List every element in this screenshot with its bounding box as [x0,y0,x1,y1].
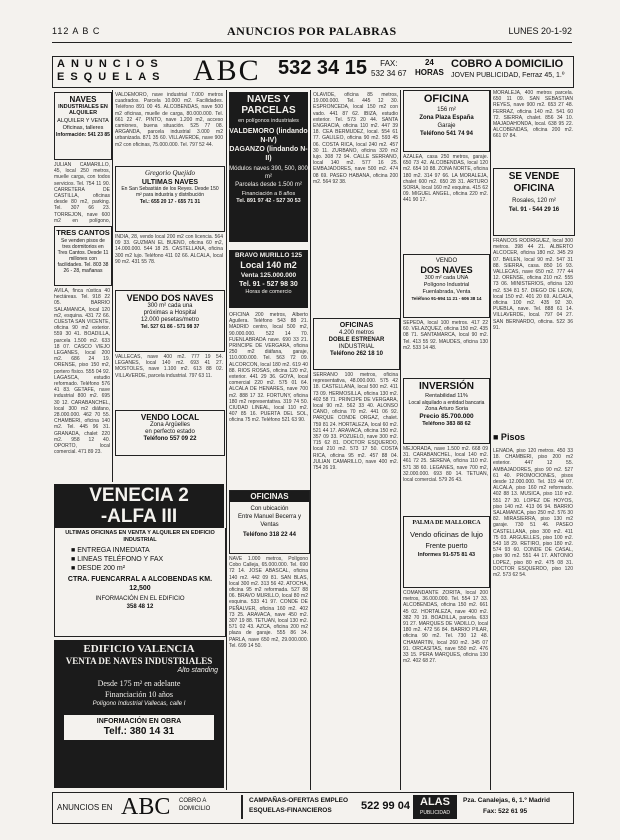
section-title: ANUNCIOS POR PALABRAS [227,24,397,38]
footer-abc-logo: ABC [121,794,171,820]
ad-phone: Teléfono 91-694 11 21 - 606 38 14 [411,296,482,301]
column-divider [400,90,401,790]
banner-phone: 532 34 15 [278,57,367,79]
ad-line: Local alquilado a entidad bancaria [408,400,485,406]
classified-column: JULIAN CAMARILLO, 45, local 250 metros, muelle carga, con todos servicios. Tel. 754 11 90. CARRETERA DE CASTILLA, oficinas desde 80 m2, parking. Tel. 307 66 23. TORREJON, nave 600 m2 en polígono, [54,162,110,224]
classified-column: MORALEJA, 400 metros parcela. 650 11 09. SAN SEBASTIAN REYES, nave 900 m2. 653 27 48. FERRAZ, oficina 140 m2. 541 60 72. SIERRA, chalet. 856 34 10. MAJADAHONDA, local. 638 95 22. ALCOBENDAS, oficina 200 m2. 661 07 84. [493,90,573,140]
ad-line: próximas a Hospital [143,310,197,316]
ad-line: en polígonos industriales [238,118,299,124]
banner-hours [415,58,444,78]
bullet-icon: ■ [71,547,78,554]
ad-phone: Teléfono 383 88 62 [422,421,471,427]
ad-venecia-title [54,484,224,528]
bullet-icon: ■ [71,565,78,572]
footer-address: Pza. Canalejas, 6, 1.º Madrid [463,797,550,804]
classified-column: AVILA, finca rústica 40 hectáreas. Tel. 918 22 05. BARRIO SALAMANCA, local 120 m2, esquina. 431 72 66. CUESTA SAN VICENTE, oficina 90 m2 exterior. 559 30 41. BOADILLA, parcela 1.500 m2. 633 18 07. CASCO VIEJO LEGANES, local 200 m2. 686 24 19. ORENSE, piso 150 m2, portero físico. 555 04 92. LAGASCA, estudio reformado. Teléfono 576 41 83. GETAFE, nave industrial 800 m2. 695 30 12. CARABANCHEL, local 300 m2 diáfano, 28.000.000. 462 70 55. CHAMBERI, oficina 140 m2. Tel. 445 96 31. GRANADA, chalet 220 m2. 958 12 40. OPORTO, local comercial. 471 89 23. [54,288,110,456]
ad-info: INFORMACIÓN EN EL EDIFICIO [95,596,185,602]
ad-line: Parcelas desde 1.500 m² [235,182,302,188]
footer-fax: Fax: 522 61 95 [483,808,528,815]
ad-title: OFICINA [513,183,555,194]
ad-phone: Tel. 891 97 42 - 527 30 53 [236,198,301,204]
fax-label: FAX: [380,59,398,68]
ad-venecia-body [54,528,226,637]
bullet-text: DESDE 200 m² [77,565,126,572]
ad-title: OFICINAS [339,322,374,329]
ad-title: EDIFICIO VALENCIA [83,643,195,655]
footer-divider [241,795,243,819]
footer-campanas: CAMPAÑAS-OFERTAS EMPLEO [249,797,349,804]
ad-gregorio-quejido [115,166,225,232]
ad-line: en perfecto estado [145,429,195,435]
ad-bullet [55,555,225,564]
ad-line: DOBLE ESTRENAR [328,337,385,343]
bullet-text: ENTREGA INMEDIATA [77,547,150,554]
ad-text: Se venden pisos de tres dormitorios en Tres Cantos. Desde 11 millones con facilidades. Tel. 803 38 26 - 28, mañanas [57,238,109,274]
ad-line: Oficinas, talleres [62,125,104,131]
footer-banner [52,792,574,824]
classified-column: VALDEMORO, nave industrial 7.000 metros cuadrados. Parcela 10.000 m2. Facilidades. Teléfono 891 00 45. ALCOBENDAS, nave 500 m2 oficinas, muelle de carga, 80.000.000. Tel. 661 22 47. PINTO, nave 1.200 m2, acceso camiones, buena situación. 525 77 08. ARGANDA, parcela industrial 3.000 m2 urbanizada. 871 35 60. VILLAVERDE, nave 900 m2 con oficinas, 75.000.000. Tel. 797 52 44. [115,92,223,148]
ad-se-vende-oficina [493,168,575,236]
column-divider [490,90,491,790]
ad-line: Local 140 m2 [240,260,297,270]
bullet-icon: ■ [71,556,78,563]
top-banner [52,56,574,88]
ad-line: 300 m² cada UNA [424,275,469,281]
footer-phone: 522 99 04 [361,800,410,812]
ad-subtitle: ULTIMAS OFICINAS EN VENTA Y ALQUILER EN EDIFICIO INDUSTRIAL [65,530,215,543]
ad-info: INFORMACIÓN EN OBRA [96,718,182,725]
ad-phone: Tel. 91 - 544 29 16 [508,207,560,213]
ad-tag: Alto standing [177,667,218,674]
ad-phone: Teléfono 262 18 10 [330,351,383,357]
ad-title: -ALFA III [100,506,178,527]
ad-line: 4.200 metros [338,330,375,336]
banner-fax [371,59,407,79]
footer-esquelas: ESQUELAS-FINANCIEROS [249,807,332,814]
ad-title: VENDO DOS NAVES [126,293,214,303]
ad-phone: Teléfono 557 09 22 [143,436,197,442]
footer-anuncios: ANUNCIOS EN [57,803,113,812]
ad-line: VALDEMORO (lindando N-IV) [229,128,308,144]
classified-column: FRANCOS RODRIGUEZ, local 300 metros. 398 44 21. ALBERTO ALCOCER, oficina 180 m2. 345 29 07. BAILEN, local 90 m2. 547 31 88. SIERRA, casa. 850 16 93. VALLECAS, nave 650 m2. 777 44 12. ORENSE, oficina 210 m2. 555 73 06. MINISTERIOS, oficina 120 m2. 534 81 57. DIEGO DE LEON, local 150 m2. 401 20 69. ALCALA, oficina 100 m2. 435 92 30. PUEBLA, nave. Tel. 888 61 14. VILLAVERDE, local. 797 04 27. SAN BERNARDO, oficina. 522 36 91. [493,238,573,331]
ad-phone: Tel. 91 - 527 98 30 [239,281,298,288]
classified-column: OFICINA 200 metros, Alberto Aguilera. Teléfono 543 88 21. MADRID centro, local 500 m2, 90.000.000. 522 14 70. FUENLABRADA nave. 690 33 21. PRINCIPE DE VERGARA, oficina 250 m2 diáfana, garaje, 110.000.000. Tel. 563 72 09. ALCORCON, local 180 m2. 619 40 88. RIOS ROSAS, oficina 120 m2, exterior. 441 29 36. GOYA, local comercial 220 m2. 575 01 64. ALCALA DE HENARES, nave 700 m2. 888 17 32. FORTUNY, oficina 180 m2 representativa. 319 74 50. CIUDAD LINEAL, local 110 m2. 407 85 16. PUERTA DEL SOL, oficina 75 m2. Teléfono 521 63 90. [229,312,308,424]
fax-number: 532 34 67 [371,69,407,78]
alas-sub: PUBLICIDAD [419,810,450,816]
ad-info-box [64,715,214,740]
ad-oficinas-industrial [313,318,400,370]
ad-title: TRES CANTOS [56,228,110,237]
ad-line: Fuenlabrada, Venta [422,289,471,295]
ad-phone: Teléfono 318 22 44 [243,532,296,538]
ad-vendo-dos-naves [115,290,225,352]
classified-column: OLAVIDE, oficina 85 metros, 19.000.000. Tel. 445 12 30. ESPRONCEDA, local 150 m2 con vado. 441 87 62. IBIZA, estudio exterior. Tel. 573 20 44. SANTA ENGRACIA, oficina 110 m2. 447 39 18. CEA BERMUDEZ, local. 554 61 77. GALILEO, oficina 90 m2. 593 45 06. COSTA RICA, local 240 m2. 457 30 11. ZURBANO, oficina 320 m2 lujo. 308 72 94. CALLE SERRANO, local 140 m2. 577 16 25. EMBAJADORES, nave 500 m2. 474 08 69. PASEO HABANA, oficina 200 m2. 564 92 38. [313,92,398,185]
page-number: 112 A B C [52,26,101,36]
ad-line: Vendo oficinas de lujo [410,530,483,539]
ad-line: DAGANZO (lindando N-II) [229,146,308,162]
classified-column: COMANDANTE ZORITA, local 200 metros, 36.000.000. Tel. 554 17 33. ALCOBENDAS, oficina 150 m2. 661 45 02. HORTALEZA, nave 400 m2. 382 70 19. BOADILLA, parcela. 633 91 27. MARQUES DE VADILLO, local 180 m2. 472 56 84. BARRIO PILAR, oficina 90 m2. Tel. 730 12 48. CHAMARTIN, local 260 m2. 345 07 91. ORCASITAS, nave 550 m2. 476 33 15. PERA MARQUES, oficina 130 m2. 402 68 27. [403,590,488,665]
ad-line: VENDO [435,258,458,264]
ad-line: 300 m² cada una [147,303,193,309]
ad-line: Zona Arturo Soria [424,406,469,412]
ad-line: Precio 85.700.000 [419,413,474,420]
ad-title: OFICINA [423,93,470,105]
ad-line: Con ubicación [250,506,289,512]
ad-line: 156 m² [437,107,456,113]
column-divider [226,90,227,790]
abc-logo: ABC [193,54,261,87]
ad-title: NAVES [69,95,97,104]
ad-line: Desde 175 m² en adelante [97,679,181,688]
ad-palma-mallorca [403,516,490,588]
ad-naves-industriales [54,92,112,160]
ad-phone: Tel. 527 61 86 - 571 98 37 [140,324,200,330]
ad-oficinas-manuel-becerra [229,490,310,554]
ad-line: Polígono Industrial [423,282,470,288]
page-header [52,24,572,40]
ad-address: CTRA. FUENCARRAL A ALCOBENDAS KM. 12,500 [67,576,213,592]
column-divider [112,90,113,482]
ad-oficina-plaza-espana [403,90,490,152]
ad-title: NAVES Y PARCELAS [241,94,296,116]
ad-logo-text: Gregorio Quejido [144,169,196,177]
classified-column: MEJORADA, nave 1.500 m2. 668 09 31. CARABANCHEL, local 140 m2. 461 72 25. SERENA, oficina 110 m2. 571 38 60. LEGANES, nave 700 m2, 32.000.000. 693 80 14. TETUAN, local comercial. 579 26 43. [403,446,488,484]
ad-line: Polígono Industrial Vallecas, calle I [92,701,186,707]
banner-anuncios: ANUNCIOS [57,58,164,70]
ad-line: Zona Argüelles [149,422,191,428]
ad-naves-parcelas [229,92,308,242]
ad-title: VENECIA 2 [89,485,189,506]
ad-title: OFICINAS [230,491,309,502]
ad-line: INDUSTRIAL [338,344,375,350]
ad-bullet [55,564,225,573]
hours-label: HORAS [415,68,444,77]
ad-phone: Telf.: 380 14 31 [103,726,175,737]
ad-line: Módulos naves 390, 500, 800 m² [229,166,308,180]
ad-tres-cantos [54,226,112,286]
classified-column: AZALEA, casa 250 metros, garaje. 650 73 42. ALCOBENDAS, local 120 m2. 654 10 88. ZONA NORTE, oficina 180 m2. 314 97 66. LA MORALEJA, chalet 600 m2. 650 28 31. ARTURO SORIA, local 160 m2 esquina. 415 62 09. MIGUEL ANGEL, oficina 220 m2. 441 90 17. [403,154,488,204]
ad-title: PALMA DE MALLORCA [412,520,481,526]
ad-line: Garaje [437,123,456,129]
ad-line: Entre Manuel Becerra y Ventas [237,514,302,528]
ad-title: DOS NAVES [420,265,473,275]
ad-line: Financiación 10 años [105,690,173,699]
ad-line: Rosales, 120 m² [512,198,556,204]
ad-phone: Informes 91-575 81 43 [417,552,476,558]
classified-column: LEÑADA, piso 120 metros. 450 33 18. CHAMBERI, piso 200 m2 exterior. 447 12 55. AMBAJADORES, piso 90 m2. 527 61 40. PROMOCIONES, pisos desde 12.000.000. Tel. 319 44 07. ALCALA, piso 160 m2 reformado. 402 88 13. MUSICA, piso 110 m2. 551 27 30. LOPEZ DE HOYOS, piso 140 m2. 413 06 94. BARRIO SALAMANCA, piso 250 m2. 576 30 82. MIRASIERRA, piso 130 m2 garaje. 730 51 46. PASEO CASTELLANA, piso 300 m2. 411 75 03. ARGUELLES, piso 100 m2. 543 18 29. RETIRO, piso 180 m2. 574 93 60. CONDE DE CASAL, piso 90 m2. 551 44 17. ANTONIO LOPEZ, piso 80 m2. 475 08 31. DOCTOR ESQUERDO, piso 120 m2. 573 62 54. [493,448,573,579]
ad-phone: 358 48 12 [126,604,154,610]
header-rule [52,42,572,43]
ad-vendo-local [115,410,225,456]
ad-bravo-murillo [229,250,308,308]
bullet-text: LINEAS TELÉFONO Y FAX [77,556,164,563]
joven-publicidad: JOVEN PUBLICIDAD, Ferraz 45, 1.º [451,72,565,79]
ad-line: Financiación a 8 años [241,191,296,197]
banner-categories [57,58,166,84]
cobro-domicilio: COBRO A DOMICILIO [451,58,564,70]
alas-name: ALAS [420,796,450,808]
footer-alas-logo [413,795,457,819]
ad-title: VENDO LOCAL [140,413,200,422]
ad-line: Horas de comercio [245,289,292,295]
classified-column: NAVE 1.000 metros, Polígono Cobo Calleja, 65.000.000. Tel. 690 72 14. JOSE ABASCAL, oficina 140 m2. 442 09 81. SAN BLAS, local 300 m2. 313 56 42. ATOCHA, oficina 95 m2 reformada. 527 88 06. BRAVO MURILLO, local 80 m2 esquina. 533 41 97. CONDE DE PEÑALVER, oficina 160 m2. 402 73 25. ARAVACA, nave 450 m2. 307 19 88. TETUAN, local 130 m2. 571 02 43. AZCA, oficina 200 m2 plaza de garaje. 555 86 34. PARLA, nave 650 m2, 29.000.000. Tel. 699 14 50. [229,556,308,649]
ad-edificio-valencia [54,640,224,788]
ad-phone: Tel.: 655 20 17 - 655 71 31 [139,199,201,205]
ad-line: Rentabilidad 11% [425,393,468,399]
classified-column: SERRANO 100 metros, oficina representativa, 48.000.000. 575 42 18. CASTELLANA, local 500 m2. 411 73 09. HERMOSILLA, oficina 130 m2. 402 58 71. PRINCIPE DE VERGARA, local 90 m2. 562 33 40. ALONSO CANO, oficina 70 m2. 441 06 92. PARQUE CONDE ORGAZ, chalet. 759 81 24. HORTALEZA, local 60 m2. 521 44 17. ARAVACA, oficina 150 m2. 357 09 33. POZUELO, nave 300 m2. 715 62 81. DOCTOR ESQUERDO, local 210 m2. 573 17 50. COSTA RICA, oficina 95 m2. 457 88 04. JULIAN CAMARILLO, nave 400 m2. 754 26 19. [313,372,398,472]
footer-cobro: COBRO A DOMICILIO [179,798,211,812]
ad-line: 12.000 pesetas/metro [140,317,200,323]
classified-column: INDIA, 28, vendo local 200 m2 con licencia. 564 09 33. GUZMAN EL BUENO, oficina 60 m2, 14.000.000. 544 18 25. CASTELLANA, oficina 300 m2 lujo. Teléfono 411 02 66. ALCALA, local 90 m2. 431 55 78. [115,234,223,265]
ad-bullet [55,546,225,555]
ad-phone: Información: 541 23 85 [56,132,110,138]
ad-title: SE VENDE [508,171,560,182]
classified-column: SEPEDA, local 100 metros. 417 22 60. VELAZQUEZ, oficina 150 m2. 435 08 71. SANTAMARCA, local 90 m2. Tel. 413 55 92. MAUDES, oficina 130 m2. 533 14 48. [403,320,488,351]
classified-column: VALLECAS, nave 400 m2. 777 19 54. LEGANES, local 140 m2. 693 41 27. MOSTOLES, nave 1.100 m2. 613 88 02. VILLAVERDE, parcela industrial. 797 63 11. [115,354,223,379]
ad-inversion [403,378,490,444]
ad-subtitle: INDUSTRIALES EN ALQUILER [58,104,108,116]
ad-line: Frente puerto [425,543,468,550]
ad-line: ALQUILER Y VENTA [57,118,109,124]
ad-subtitle: VENTA DE NAVES INDUSTRIALES [65,656,213,666]
ad-title: INVERSIÓN [418,381,474,392]
ad-line: Venta 125.000.000 [240,272,297,279]
section-pisos: ■ Pisos [493,432,525,442]
hours-number: 24 [424,58,434,67]
ad-text: En San Sebastián de los Reyes. Desde 150 m² para industria y distribución [121,186,219,198]
ad-vendo-dos-naves-fuenlabrada [403,254,490,318]
column-divider [310,90,311,790]
ad-phone: Teléfono 541 74 94 [420,131,473,137]
ad-title: BRAVO MURILLO 125 [234,252,303,259]
ad-line: Zona Plaza España [419,115,474,121]
issue-date: LUNES 20-1-92 [508,26,572,36]
banner-esquelas: ESQUELAS [57,71,166,83]
ad-title: ULTIMAS NAVES [141,179,199,186]
